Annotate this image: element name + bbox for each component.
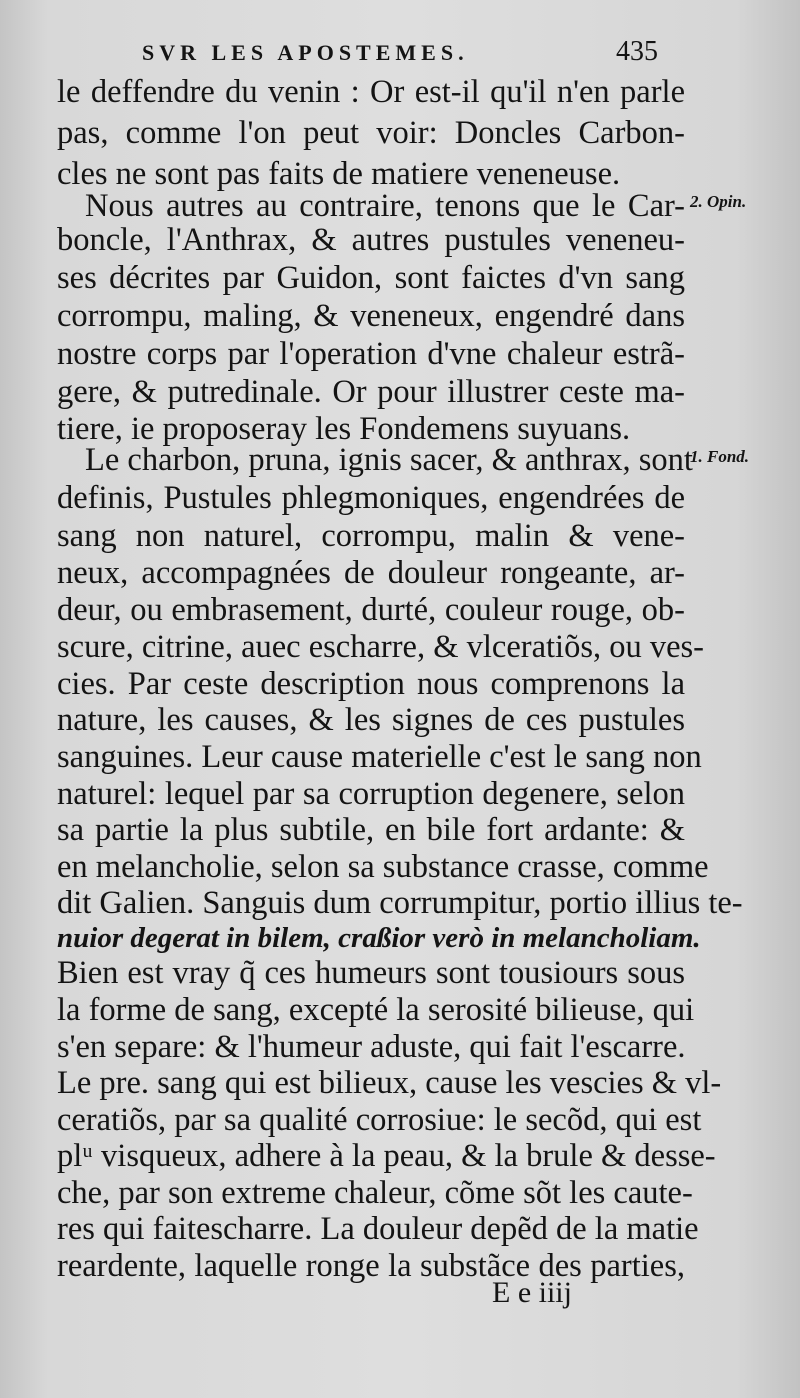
text-line: res qui faitescharre. La douleur depẽd de la matie <box>57 1211 699 1247</box>
text-line: sanguines. Leur cause materielle c'est le sang non <box>57 739 702 775</box>
text-line: cies. Par ceste description nous comprenons la <box>57 666 685 702</box>
text-line: boncle, l'Anthrax, & autres pustules veneneu- <box>57 222 685 258</box>
text-line: definis, Pustules phlegmoniques, engendrées de <box>57 480 685 516</box>
page-number: 435 <box>616 36 658 67</box>
text-line: deur, ou embrasement, durté, couleur rouge, ob- <box>57 592 685 628</box>
text-line: la forme de sang, excepté la serosité bilieuse, qui <box>57 992 695 1028</box>
margin-note: 2. Opin. <box>690 192 747 211</box>
text-line: plᵘ visqueux, adhere à la peau, & la brule & desse- <box>57 1138 716 1174</box>
text-line: s'en separe: & l'humeur aduste, qui fait l'escarre. <box>57 1029 686 1065</box>
text-line: corrompu, maling, & veneneux, engendré dans <box>57 298 685 334</box>
text-line: che, par son extreme chaleur, cõme sõt les caute- <box>57 1175 693 1211</box>
text-line: le deffendre du venin : Or est-il qu'il n'en parle <box>57 74 685 110</box>
signature-mark: E e iiij <box>492 1276 572 1309</box>
text-line: Le charbon, pruna, ignis sacer, & anthrax, sont <box>85 442 693 478</box>
text-line: en melancholie, selon sa substance crasse, comme <box>57 849 709 885</box>
text-line: naturel: lequel par sa corruption degenere, selon <box>57 776 685 812</box>
text-line: neux, accompagnées de douleur rongeante, ar- <box>57 555 685 591</box>
text-line: Le pre. sang qui est bilieux, cause les vescies & vl- <box>57 1065 722 1101</box>
text-line: Nous autres au contraire, tenons que le Car- <box>85 188 685 224</box>
text-line: gere, & putredinale. Or pour illustrer ceste ma- <box>57 374 685 410</box>
text-line: tiere, ie proposeray les Fondemens suyuans. <box>57 411 631 447</box>
margin-note: 1. Fond. <box>690 447 750 466</box>
text-line: sa partie la plus subtile, en bile fort ardante: & <box>57 812 685 848</box>
text-line: scure, citrine, auec escharre, & vlceratiõs, ou ves- <box>57 629 704 665</box>
text-line: nature, les causes, & les signes de ces pustules <box>57 702 685 738</box>
text-line: Bien est vray q̃ ces humeurs sont tousiours sous <box>57 955 685 991</box>
text-line: nostre corps par l'operation d'vne chaleur estrã- <box>57 336 685 372</box>
text-line: ses décrites par Guidon, sont faictes d'vn sang <box>57 260 685 296</box>
running-title: SVR LES APOSTEMES. <box>142 40 469 65</box>
text-line: ceratiõs, par sa qualité corrosiue: le secõd, qui est <box>57 1102 702 1138</box>
text-line: cles ne sont pas faits de matiere veneneuse. <box>57 156 621 192</box>
text-line: reardente, laquelle ronge la substãce des parties, <box>57 1248 685 1284</box>
text-line: pas, comme l'on peut voir: Doncles Carbon- <box>57 115 685 151</box>
latin-quote-line: nuior degerat in bilem, craßior verò in melancholiam. <box>57 922 701 954</box>
text-line: dit Galien. Sanguis dum corrumpitur, portio illius te- <box>57 885 743 921</box>
text-line: sang non naturel, corrompu, malin & vene- <box>57 518 685 554</box>
